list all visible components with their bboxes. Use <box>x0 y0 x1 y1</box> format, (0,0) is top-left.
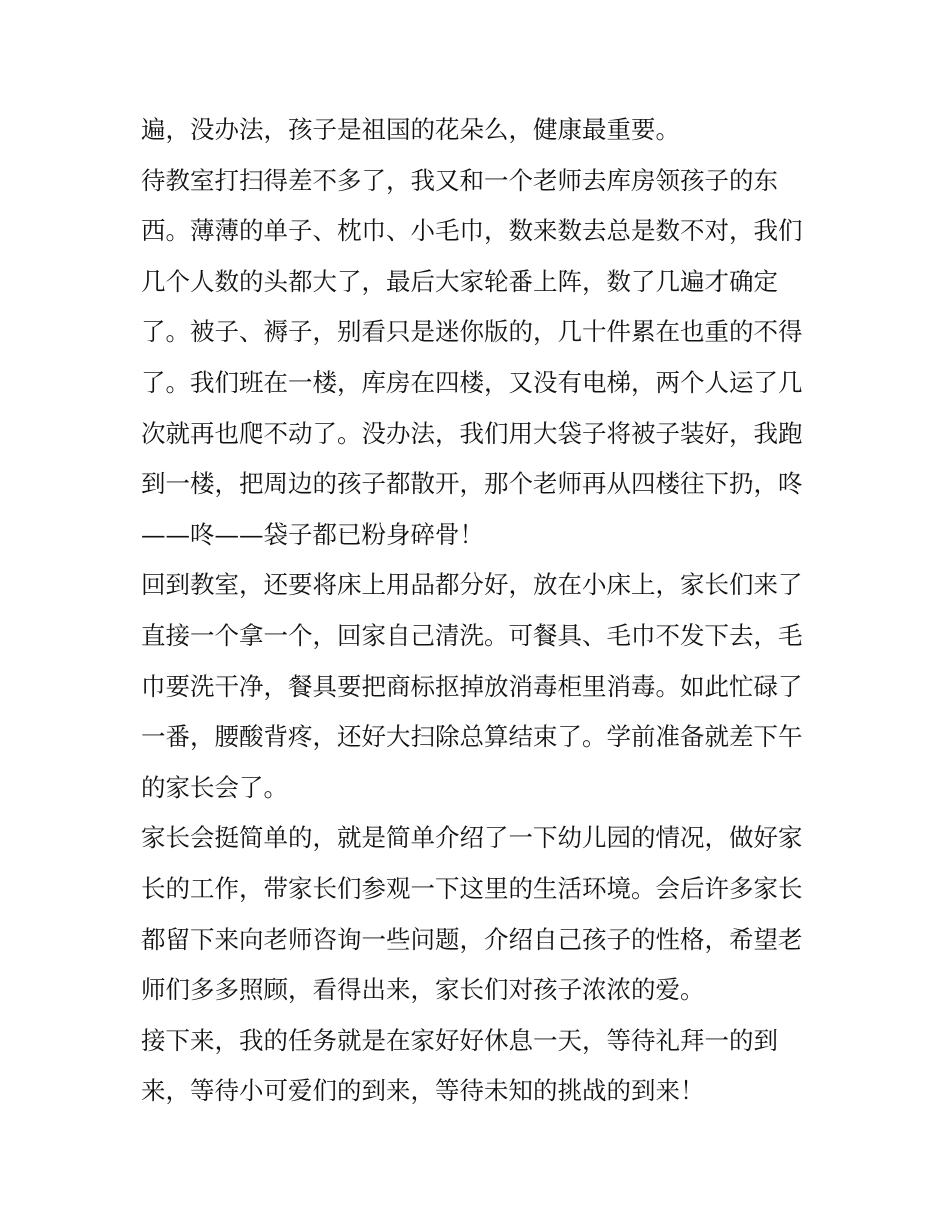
text-line: ——咚——袋子都已粉身碎骨！ <box>141 519 484 549</box>
text-line: 了。我们班在一楼，库房在四楼，又没有电梯，两个人运了几 <box>141 367 803 397</box>
text-line: 次就再也爬不动了。没办法，我们用大袋子将被子装好，我跑 <box>141 418 803 448</box>
text-line: 回到教室，还要将床上用品都分好，放在小床上，家长们来了 <box>141 570 803 600</box>
document-body <box>141 105 821 1117</box>
text-line: 家长会挺简单的，就是简单介绍了一下幼儿园的情况，做好家 <box>141 823 803 853</box>
text-line: 待教室打扫得差不多了，我又和一个老师去库房领孩子的东 <box>141 165 778 195</box>
text-line: 直接一个拿一个，回家自己清洗。可餐具、毛巾不发下去，毛 <box>141 620 803 650</box>
text-line: 几个人数的头都大了，最后大家轮番上阵，数了几遍才确定 <box>141 266 778 296</box>
text-line: 来，等待小可爱们的到来，等待未知的挑战的到来！ <box>141 1076 705 1106</box>
text-line: 师们多多照顾，看得出来，家长们对孩子浓浓的爱。 <box>141 975 705 1005</box>
text-line: 长的工作，带家长们参观一下这里的生活环境。会后许多家长 <box>141 873 803 903</box>
text-line: 西。薄薄的单子、枕巾、小毛巾，数来数去总是数不对，我们 <box>141 216 803 246</box>
text-line: 巾要洗干净，餐具要把商标抠掉放消毒柜里消毒。如此忙碌了 <box>141 671 803 701</box>
text-line: 遍，没办法，孩子是祖国的花朵么，健康最重要。 <box>141 115 680 144</box>
text-line: 到一楼，把周边的孩子都散开，那个老师再从四楼往下扔，咚 <box>141 469 803 499</box>
text-line: 的家长会了。 <box>141 772 288 802</box>
text-line: 都留下来向老师咨询一些问题，介绍自己孩子的性格，希望老 <box>141 924 803 954</box>
text-line: 了。被子、褥子，别看只是迷你版的，几十件累在也重的不得 <box>141 317 803 347</box>
text-line: 一番，腰酸背疼，还好大扫除总算结束了。学前准备就差下午 <box>141 722 803 752</box>
text-line: 接下来，我的任务就是在家好好休息一天，等待礼拜一的到 <box>141 1025 778 1055</box>
